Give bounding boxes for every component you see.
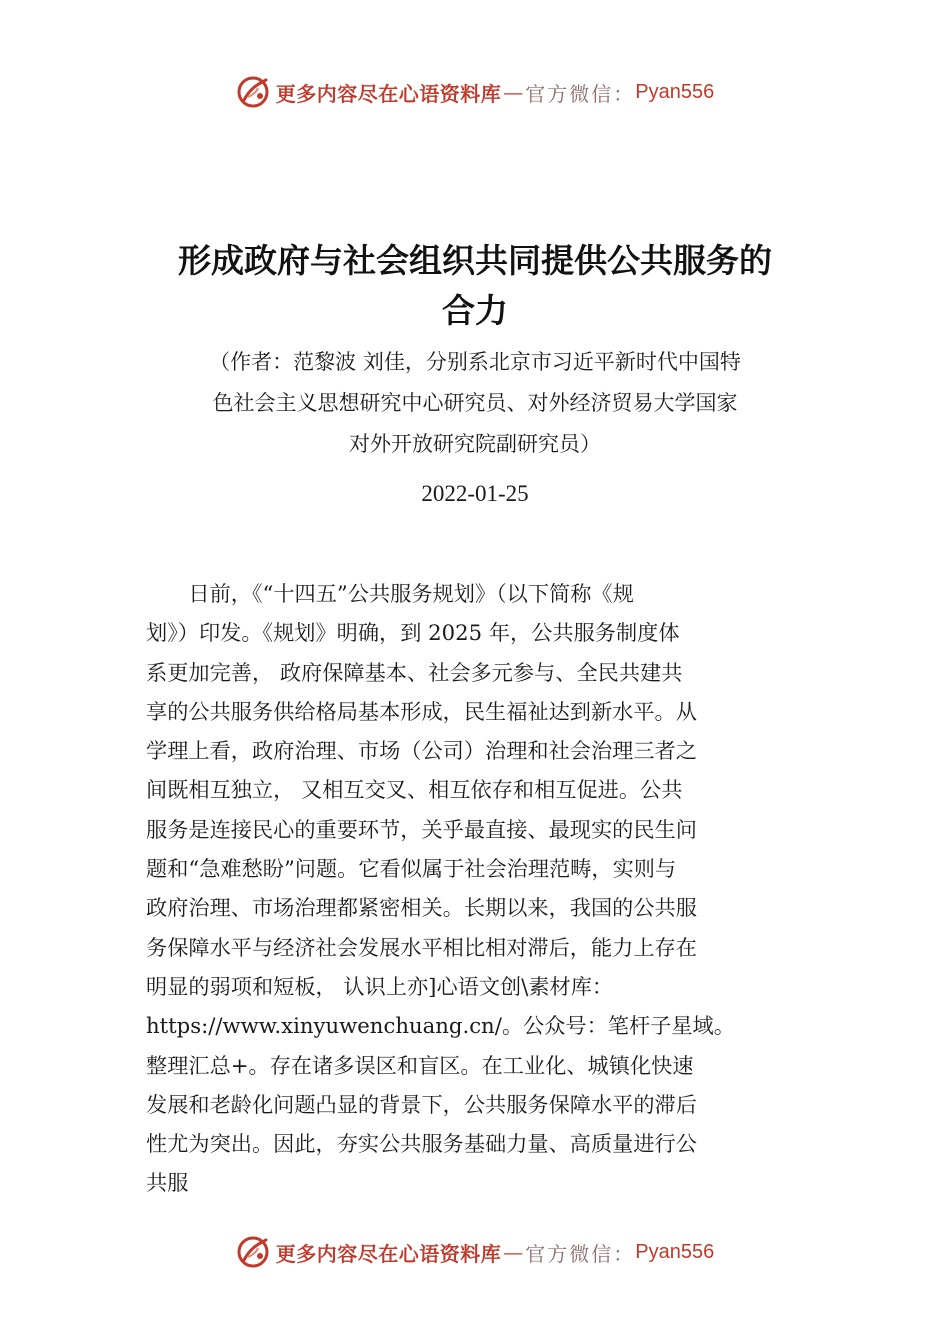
body-line: 务保障水平与经济社会发展水平相比相对滞后，能力上存在	[146, 934, 697, 960]
footer-dash: —	[503, 1240, 524, 1264]
footer-wechat-id: Pyan556	[635, 1240, 715, 1263]
leaf-brush-logo-icon	[236, 1235, 270, 1269]
body-line: 发展和老龄化问题凸显的背景下，公共服务保障水平的滞后	[146, 1091, 697, 1117]
header-dash: —	[503, 80, 524, 104]
body-line: 整理汇总+。存在诸多误区和盲区。在工业化、城镇化快速	[146, 1052, 694, 1078]
article-author	[140, 342, 810, 465]
header-site-text: 更多内容尽在心语资料库	[275, 81, 502, 106]
body-line: 服务是连接民心的重要环节，关乎最直接、最现实的民生问	[146, 816, 697, 842]
body-line: 享的公共服务供给格局基本形成，民生福祉达到新水平。从	[146, 698, 697, 724]
body-line: 学理上看，政府治理、市场（公司）治理和社会治理三者之	[146, 738, 697, 764]
header-banner	[0, 70, 950, 114]
body-line: 划》）印发。《规划》明确，到 2025 年，公共服务制度体	[146, 620, 680, 646]
title-line-2: 合力	[442, 291, 508, 330]
body-line: 共服	[146, 1170, 189, 1196]
author-line-1: （作者：范黎波 刘佳，分别系北京市习近平新时代中国特	[209, 350, 741, 374]
body-line: 系更加完善， 政府保障基本、社会多元参与、全民共建共	[146, 659, 683, 685]
body-line: 性尤为突出。因此，夯实公共服务基础力量、高质量进行公	[146, 1131, 697, 1157]
header-wechat-id: Pyan556	[635, 80, 715, 103]
body-line: 日前，《“十四五”公共服务规划》（以下简称《规	[146, 581, 634, 606]
footer-site-text: 更多内容尽在心语资料库	[275, 1241, 502, 1266]
article-body	[146, 574, 812, 1203]
footer-banner	[0, 1230, 950, 1274]
article-title	[100, 236, 850, 336]
footer-wechat-label: 官方微信：	[525, 1241, 636, 1266]
title-line-1: 形成政府与社会组织共同提供公共服务的	[178, 241, 772, 280]
body-line: 明显的弱项和短板， 认识上亦]心语文创\素材库：	[146, 973, 614, 999]
article-date: 2022-01-25	[421, 481, 529, 506]
body-line: 题和“急难愁盼”问题。它看似属于社会治理范畴，实则与	[146, 856, 677, 882]
author-line-3: 对外开放研究院副研究员）	[349, 432, 601, 456]
author-line-2: 色社会主义思想研究中心研究员、对外经济贸易大学国家	[212, 391, 738, 415]
body-line-url: https://www.xinyuwenchuang.cn/。公众号：笔杆子星域。	[146, 1013, 735, 1039]
body-line: 政府治理、市场治理都紧密相关。长期以来，我国的公共服	[146, 895, 697, 921]
leaf-brush-logo-icon	[236, 75, 270, 109]
header-wechat-label: 官方微信：	[525, 81, 636, 106]
body-line: 间既相互独立， 又相互交叉、相互依存和相互促进。公共	[146, 777, 683, 803]
